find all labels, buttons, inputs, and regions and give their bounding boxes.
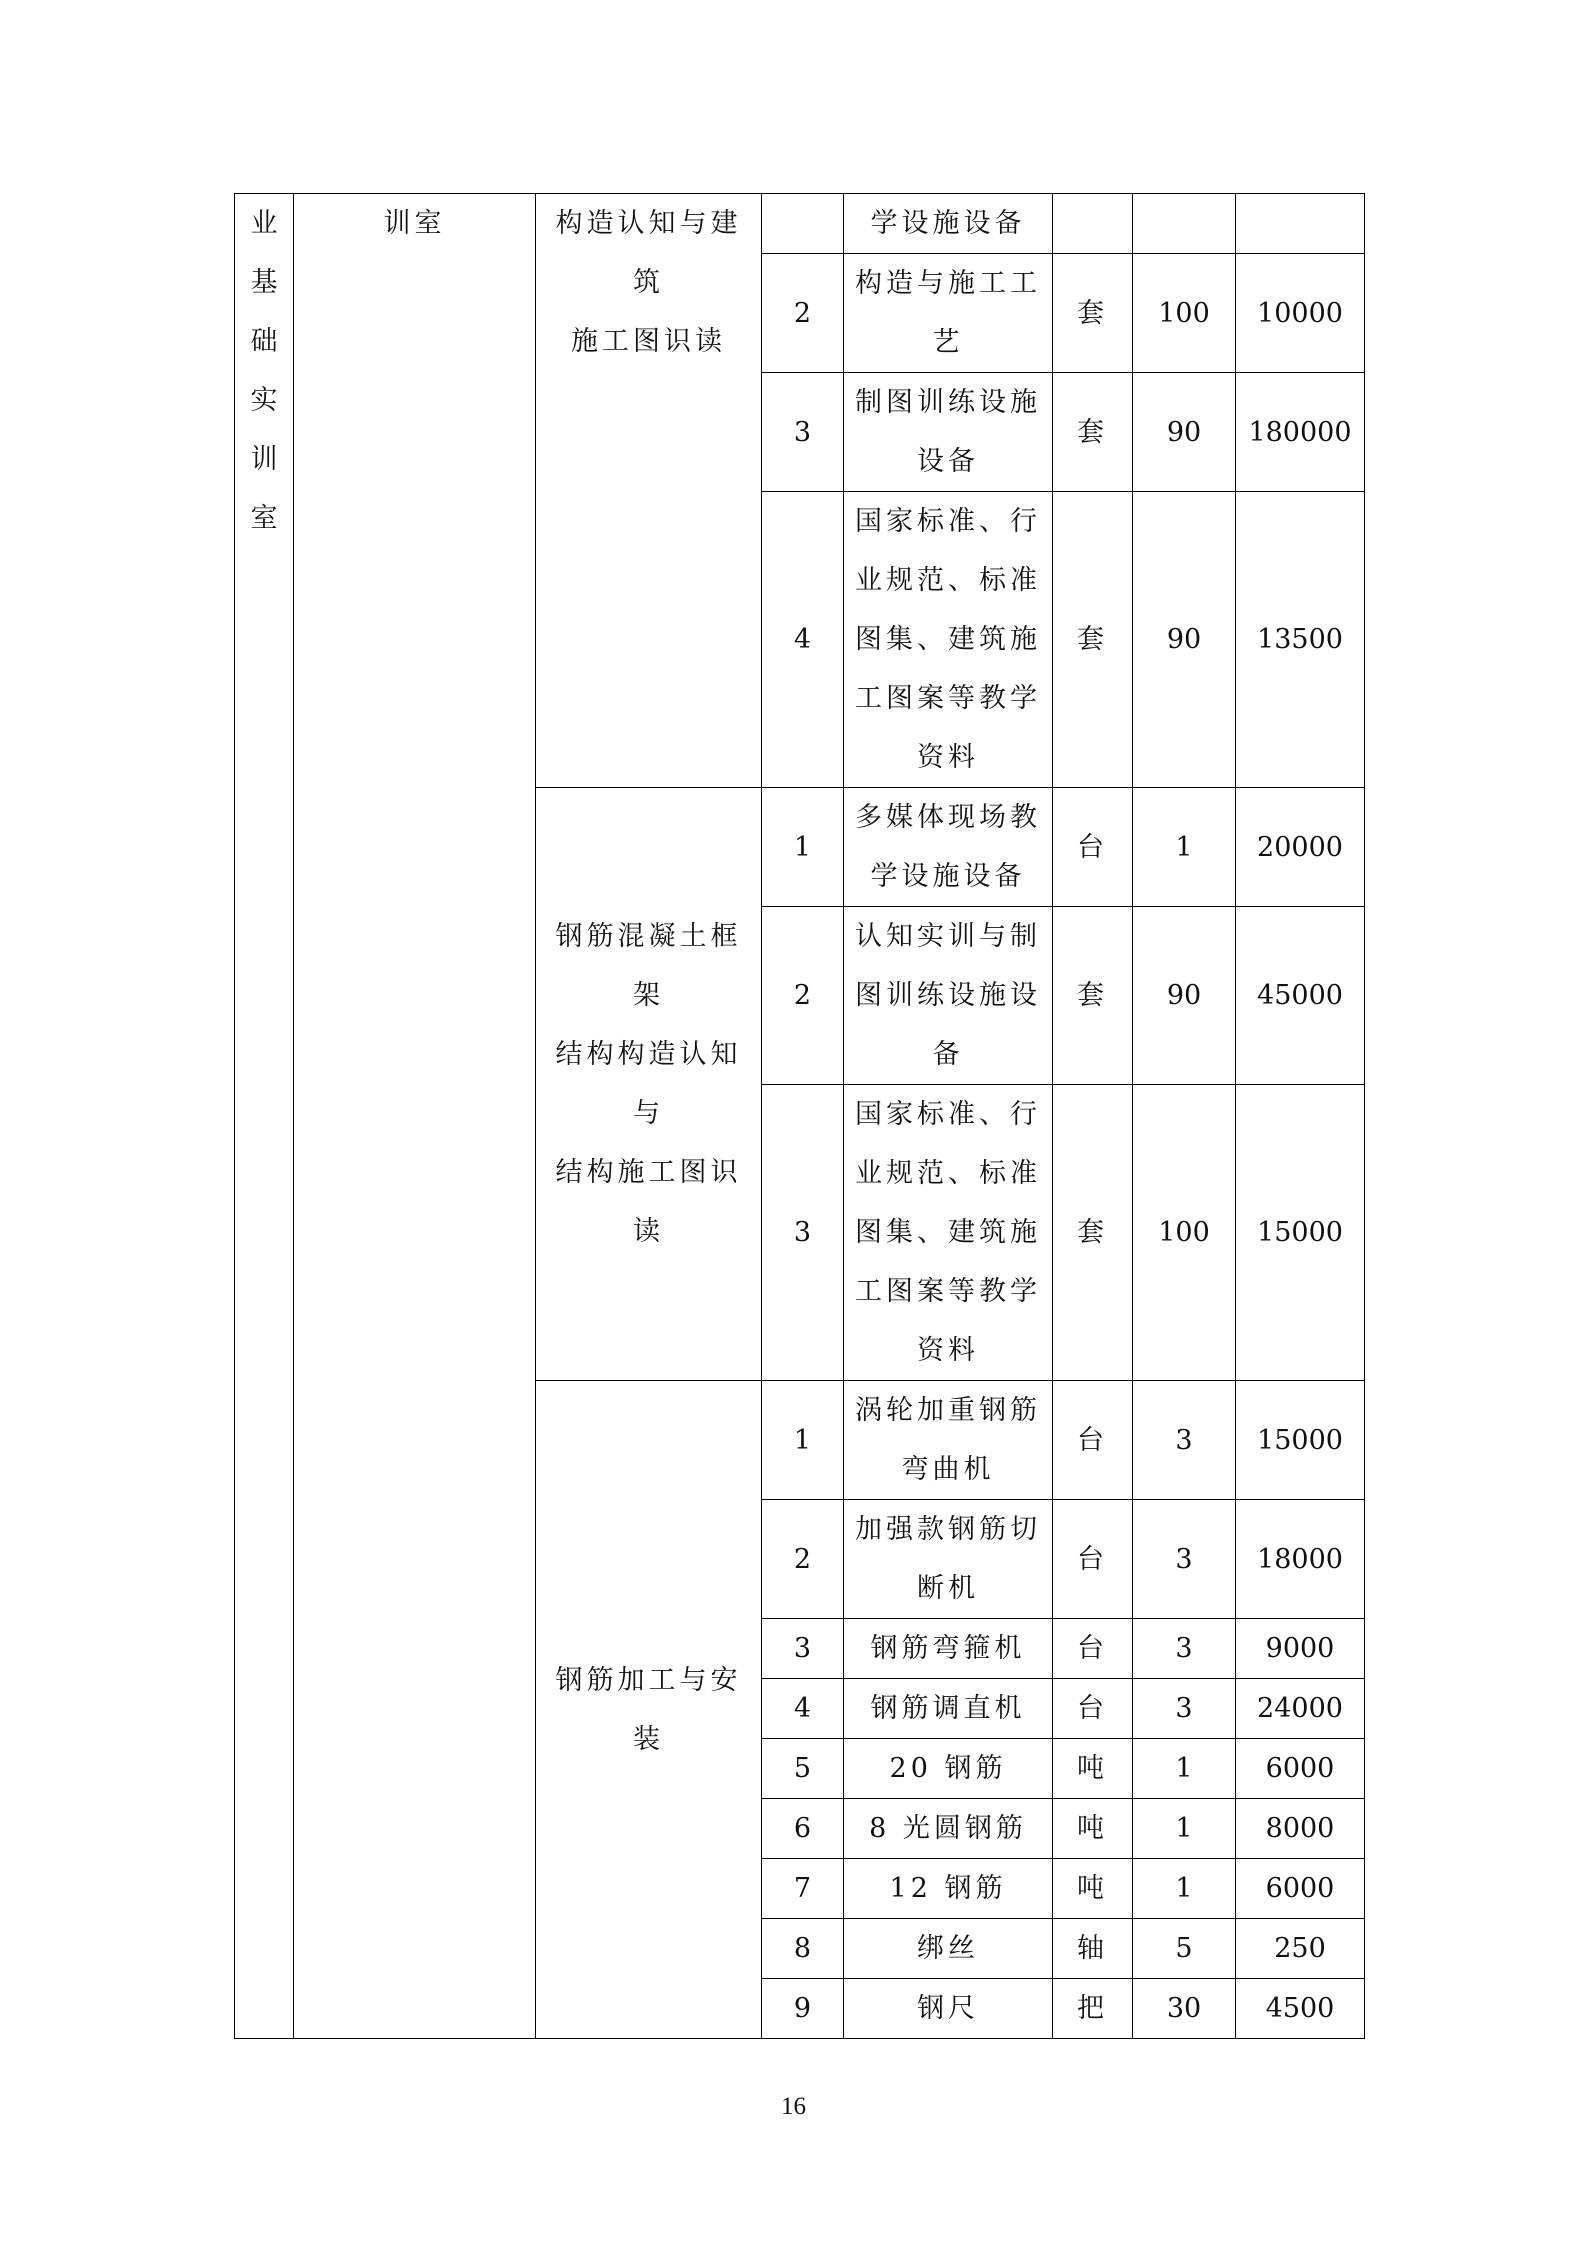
item-number-cell bbox=[762, 194, 844, 254]
item-unit-cell: 台 bbox=[1053, 1619, 1133, 1679]
item-quantity-cell: 90 bbox=[1133, 492, 1236, 788]
project-name-cell: 钢筋加工与安装 bbox=[536, 1381, 762, 2039]
item-unit-cell: 套 bbox=[1053, 373, 1133, 492]
item-unit-cell: 台 bbox=[1053, 1381, 1133, 1500]
item-number-cell: 9 bbox=[762, 1979, 844, 2039]
item-quantity-cell: 3 bbox=[1133, 1381, 1236, 1500]
item-amount-cell: 13500 bbox=[1236, 492, 1365, 788]
item-quantity-cell: 1 bbox=[1133, 788, 1236, 907]
item-quantity-cell: 100 bbox=[1133, 254, 1236, 373]
item-quantity-cell: 3 bbox=[1133, 1679, 1236, 1739]
item-name-cell: 学设施设备 bbox=[844, 194, 1053, 254]
item-unit-cell: 台 bbox=[1053, 1500, 1133, 1619]
item-name-cell: 绑丝 bbox=[844, 1919, 1053, 1979]
item-name-cell: 国家标准、行 业规范、标准 图集、建筑施 工图案等教学 资料 bbox=[844, 492, 1053, 788]
item-number-cell: 1 bbox=[762, 1381, 844, 1500]
item-amount-cell: 9000 bbox=[1236, 1619, 1365, 1679]
category-vertical-cell bbox=[235, 194, 294, 2039]
item-unit-cell: 吨 bbox=[1053, 1739, 1133, 1799]
item-amount-cell: 6000 bbox=[1236, 1739, 1365, 1799]
item-quantity-cell: 3 bbox=[1133, 1619, 1236, 1679]
item-amount-cell: 8000 bbox=[1236, 1799, 1365, 1859]
item-quantity-cell: 3 bbox=[1133, 1500, 1236, 1619]
item-number-cell: 3 bbox=[762, 1619, 844, 1679]
item-unit-cell: 台 bbox=[1053, 788, 1133, 907]
item-amount-cell bbox=[1236, 194, 1365, 254]
item-name-cell: 钢筋调直机 bbox=[844, 1679, 1053, 1739]
item-name-cell: 构造与施工工 艺 bbox=[844, 254, 1053, 373]
item-name-cell: 涡轮加重钢筋 弯曲机 bbox=[844, 1381, 1053, 1500]
item-amount-cell: 4500 bbox=[1236, 1979, 1365, 2039]
item-unit-cell: 套 bbox=[1053, 1085, 1133, 1381]
item-quantity-cell: 1 bbox=[1133, 1799, 1236, 1859]
item-quantity-cell: 90 bbox=[1133, 907, 1236, 1085]
item-amount-cell: 20000 bbox=[1236, 788, 1365, 907]
item-amount-cell: 45000 bbox=[1236, 907, 1365, 1085]
category-char: 础 bbox=[250, 326, 278, 357]
item-number-cell: 8 bbox=[762, 1919, 844, 1979]
category-char: 实 bbox=[250, 385, 278, 416]
item-quantity-cell bbox=[1133, 194, 1236, 254]
item-amount-cell: 250 bbox=[1236, 1919, 1365, 1979]
item-unit-cell bbox=[1053, 194, 1133, 254]
item-number-cell: 1 bbox=[762, 788, 844, 907]
item-name-cell: 多媒体现场教 学设施设备 bbox=[844, 788, 1053, 907]
item-unit-cell: 套 bbox=[1053, 254, 1133, 373]
item-unit-cell: 把 bbox=[1053, 1979, 1133, 2039]
table-row bbox=[235, 194, 1365, 254]
item-name-cell: 20 钢筋 bbox=[844, 1739, 1053, 1799]
item-name-cell: 认知实训与制 图训练设施设 备 bbox=[844, 907, 1053, 1085]
item-number-cell: 5 bbox=[762, 1739, 844, 1799]
category-char: 业 bbox=[250, 208, 278, 239]
item-amount-cell: 15000 bbox=[1236, 1381, 1365, 1500]
item-number-cell: 4 bbox=[762, 1679, 844, 1739]
item-unit-cell: 套 bbox=[1053, 492, 1133, 788]
item-quantity-cell: 1 bbox=[1133, 1859, 1236, 1919]
item-quantity-cell: 90 bbox=[1133, 373, 1236, 492]
item-number-cell: 7 bbox=[762, 1859, 844, 1919]
item-quantity-cell: 1 bbox=[1133, 1739, 1236, 1799]
item-number-cell: 6 bbox=[762, 1799, 844, 1859]
item-number-cell: 2 bbox=[762, 254, 844, 373]
category-char: 训 bbox=[250, 444, 278, 475]
item-unit-cell: 吨 bbox=[1053, 1799, 1133, 1859]
item-name-cell: 制图训练设施 设备 bbox=[844, 373, 1053, 492]
item-amount-cell: 18000 bbox=[1236, 1500, 1365, 1619]
project-name-cell: 钢筋混凝土框架 结构构造认知与 结构施工图识读 bbox=[536, 788, 762, 1381]
room-cell: 训室 bbox=[294, 194, 536, 2039]
item-name-cell: 钢筋弯箍机 bbox=[844, 1619, 1053, 1679]
page-number: 16 bbox=[781, 2093, 806, 2120]
item-number-cell: 2 bbox=[762, 907, 844, 1085]
item-amount-cell: 180000 bbox=[1236, 373, 1365, 492]
item-number-cell: 4 bbox=[762, 492, 844, 788]
item-quantity-cell: 5 bbox=[1133, 1919, 1236, 1979]
item-amount-cell: 6000 bbox=[1236, 1859, 1365, 1919]
item-name-cell: 钢尺 bbox=[844, 1979, 1053, 2039]
item-name-cell: 8 光圆钢筋 bbox=[844, 1799, 1053, 1859]
item-quantity-cell: 30 bbox=[1133, 1979, 1236, 2039]
item-number-cell: 2 bbox=[762, 1500, 844, 1619]
equipment-table bbox=[234, 193, 1365, 2039]
item-name-cell: 国家标准、行 业规范、标准 图集、建筑施 工图案等教学 资料 bbox=[844, 1085, 1053, 1381]
category-char: 基 bbox=[250, 267, 278, 298]
category-char: 室 bbox=[250, 503, 278, 534]
item-name-cell: 12 钢筋 bbox=[844, 1859, 1053, 1919]
item-unit-cell: 台 bbox=[1053, 1679, 1133, 1739]
item-unit-cell: 轴 bbox=[1053, 1919, 1133, 1979]
item-unit-cell: 套 bbox=[1053, 907, 1133, 1085]
item-quantity-cell: 100 bbox=[1133, 1085, 1236, 1381]
item-number-cell: 3 bbox=[762, 373, 844, 492]
item-name-cell: 加强款钢筋切 断机 bbox=[844, 1500, 1053, 1619]
item-amount-cell: 15000 bbox=[1236, 1085, 1365, 1381]
item-amount-cell: 10000 bbox=[1236, 254, 1365, 373]
item-unit-cell: 吨 bbox=[1053, 1859, 1133, 1919]
item-number-cell: 3 bbox=[762, 1085, 844, 1381]
project-name-cell: 构造认知与建筑 施工图识读 bbox=[536, 194, 762, 788]
item-amount-cell: 24000 bbox=[1236, 1679, 1365, 1739]
